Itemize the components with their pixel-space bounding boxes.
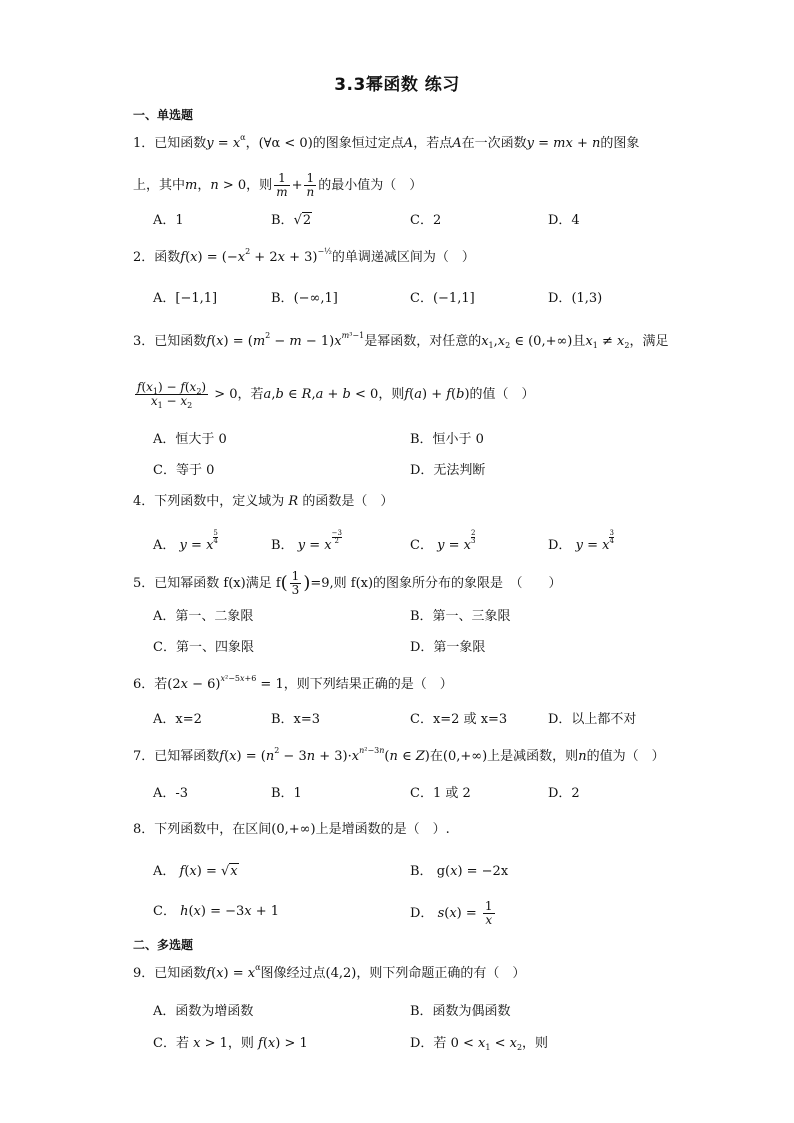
question-7: 7．已知幂函数$f(x) = (n^2 - 3n + 3)\cdot x^{n^2-3n}(n$ ∈ Z)在(0,+∞)上是减函数，则n的值为（ ） (133, 746, 665, 764)
q2-option-b[interactable]: B．(−∞,1] (271, 291, 338, 306)
question-3-line-2: $\frac{f(x_1) - f(x_2)}{x_1 - x_2}$ > 0，若a,b ∈ R,a + b < 0，则f(a) + f(b)的值（ ） (137, 380, 535, 410)
q5-option-d[interactable]: D．第一象限 (410, 640, 486, 655)
q8-option-a[interactable]: A． f(x) = √x (153, 864, 238, 879)
q5-option-b[interactable]: B．第一、三象限 (410, 609, 511, 624)
q1-option-a[interactable]: A．1 (153, 213, 184, 228)
q4-option-a[interactable]: A． y = x $\frac{5}{4}$ (153, 529, 218, 553)
q7-option-b[interactable]: B．1 (271, 786, 302, 801)
question-5: 5．已知幂函数 f(x)满足 f( $\frac{1}{3}$ )=9,则 f(x)的图象所分布的象限是 （ ） (133, 569, 562, 597)
question-8: 8．下列函数中，在区间(0,+∞)上是增函数的是（ ）. (133, 822, 450, 837)
q7-option-c[interactable]: C．1 或 2 (410, 786, 471, 801)
q4-option-b[interactable]: B． y = x $\frac{-3}{2}$ (271, 529, 342, 553)
q6-option-c[interactable]: C．x=2 或 x=3 (410, 712, 508, 727)
q8-option-b[interactable]: B． g(x) = −2x (410, 864, 509, 879)
q9-option-c[interactable]: C．若 x > 1，则 f(x) > 1 (153, 1036, 308, 1051)
q8-option-d[interactable]: D． s(x) = $\frac{1}{x}$ (410, 899, 493, 927)
q2-option-a[interactable]: A．[−1,1] (153, 291, 218, 306)
q1-option-d[interactable]: D．4 (548, 213, 580, 228)
question-6: 6．若$(2x - 6)^{x^2-5x+6} = 1$，则下列结果正确的是（ ） (133, 674, 453, 692)
q3-option-a[interactable]: A．恒大于 0 (153, 432, 227, 447)
q6-option-b[interactable]: B．x=3 (271, 712, 321, 727)
page-title: 3.3幂函数 练习 (334, 75, 460, 95)
q9-option-d[interactable]: D．若 $0 < x_1 < x_2$，则 (410, 1036, 549, 1052)
q2-option-c[interactable]: C．(−1,1] (410, 291, 475, 306)
q5-option-a[interactable]: A．第一、二象限 (153, 609, 254, 624)
q9-option-a[interactable]: A．函数为增函数 (153, 1004, 254, 1019)
question-1-line-2: 上，其中m，n > 0，则 $\frac{1}{m}$ + $\frac{1}{n}$ 的最小值为（ ） (133, 171, 423, 199)
section-single-choice: 一、单选题 (133, 108, 194, 122)
section-multiple-choice: 二、多选题 (133, 938, 194, 952)
q6-option-d[interactable]: D．以上都不对 (548, 712, 637, 727)
q5-option-c[interactable]: C．第一、四象限 (153, 640, 254, 655)
q3-option-c[interactable]: C．等于 0 (153, 463, 215, 478)
q6-option-a[interactable]: A．x=2 (153, 712, 202, 727)
q7-option-a[interactable]: A．-3 (153, 786, 189, 801)
question-2: 2．函数$f(x) = (-x^2 + 2x + 3)^{-\frac{1}{2}}$的单调递减区间为（ ） (133, 247, 475, 265)
q7-option-d[interactable]: D．2 (548, 786, 580, 801)
q8-option-c[interactable]: C． h(x) = −3x + 1 (153, 904, 280, 919)
q1-option-c[interactable]: C．2 (410, 213, 442, 228)
q3-option-d[interactable]: D．无法判断 (410, 463, 486, 478)
q4-option-d[interactable]: D． y = x $\frac{3}{4}$ (548, 529, 614, 553)
question-4: 4．下列函数中，定义域为 R 的函数是（ ） (133, 494, 394, 509)
q2-option-d[interactable]: D．(1,3) (548, 291, 603, 306)
question-1-line-1: 1．已知函数$y = x^\alpha$，(∀α < 0)的图象恒过定点A，若点A在一次函数y = mx + n的图象 (133, 133, 640, 151)
question-3-line-1: 3．已知函数$f(x) = (m^2 - m - 1)x^{m^3-1}$是幂函数，对任意的$x_1,x_2$ ∈ (0,+∞)且$x_1 \ne x_2$，满足 (133, 331, 669, 350)
q1-option-b[interactable]: B．√2 (271, 213, 312, 228)
q3-option-b[interactable]: B．恒小于 0 (410, 432, 484, 447)
question-9: 9．已知函数$f(x) = x^\alpha$图像经过点(4,2)，则下列命题正确的有（ ） (133, 963, 526, 981)
q9-option-b[interactable]: B．函数为偶函数 (410, 1004, 511, 1019)
q4-option-c[interactable]: C． y = x $\frac{2}{3}$ (410, 529, 476, 553)
